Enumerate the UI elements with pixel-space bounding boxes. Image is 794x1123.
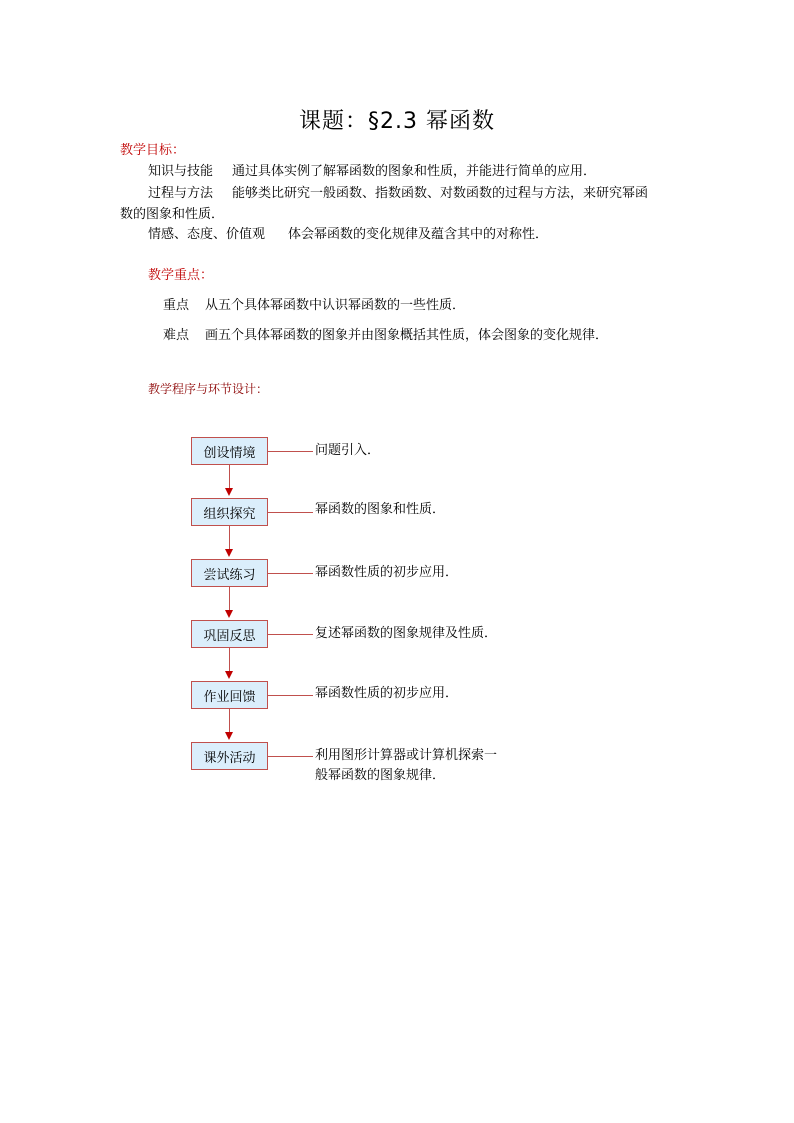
down-arrow-icon [225,732,233,740]
arrow-shaft [229,587,230,610]
down-arrow-icon [225,549,233,557]
connector-line [268,634,313,635]
key-point-label: 重点 [163,298,190,313]
flow-step-box: 作业回馈 [191,681,268,709]
flow-step-box: 创设情境 [191,437,268,465]
process-label: 过程与方法 [148,186,214,201]
down-arrow-icon [225,610,233,618]
difficult-point-label: 难点 [163,328,190,343]
flow-step-desc: 幂函数性质的初步应用． [315,565,459,580]
knowledge-label: 知识与技能 [148,164,214,179]
flow-step-box: 组织探究 [191,498,268,526]
connector-line [268,573,313,574]
arrow-shaft [229,465,230,488]
focus-heading: 教学重点： [148,268,214,283]
flow-step-desc: 复述幂函数的图象规律及性质． [315,626,498,641]
goals-heading: 教学目标： [120,143,186,158]
flow-step-desc: 问题引入． [315,443,381,458]
knowledge-text: 通过具体实例了解幂函数的图象和性质，并能进行简单的应用． [232,164,597,179]
process-text-2: 数的图象和性质． [120,207,225,222]
flow-step-desc: 幂函数性质的初步应用． [315,686,459,701]
connector-line [268,451,313,452]
connector-line [268,512,313,513]
process-text-1: 能够类比研究一般函数、指数函数、对数函数的过程与方法，来研究幂函 [232,186,649,201]
flow-step-box: 尝试练习 [191,559,268,587]
flow-step-box: 巩固反思 [191,620,268,648]
procedure-heading: 教学程序与环节设计： [148,382,269,396]
arrow-shaft [229,526,230,549]
connector-line [268,756,313,757]
arrow-shaft [229,709,230,732]
flow-step-desc-cont: 般幂函数的图象规律． [315,768,446,783]
flow-step-box: 课外活动 [191,742,268,770]
down-arrow-icon [225,671,233,679]
emotion-text: 体会幂函数的变化规律及蕴含其中的对称性． [288,227,549,242]
key-point-text: 从五个具体幂函数中认识幂函数的一些性质． [205,298,466,313]
emotion-label: 情感、态度、价值观 [148,227,266,242]
arrow-shaft [229,648,230,671]
difficult-point-text: 画五个具体幂函数的图象并由图象概括其性质，体会图象的变化规律． [205,328,609,343]
flow-step-desc: 幂函数的图象和性质． [315,502,446,517]
connector-line [268,695,313,696]
flow-step-desc: 利用图形计算器或计算机探索一 [315,748,498,763]
page-title: 课题：§2.3 幂函数 [299,109,495,134]
down-arrow-icon [225,488,233,496]
